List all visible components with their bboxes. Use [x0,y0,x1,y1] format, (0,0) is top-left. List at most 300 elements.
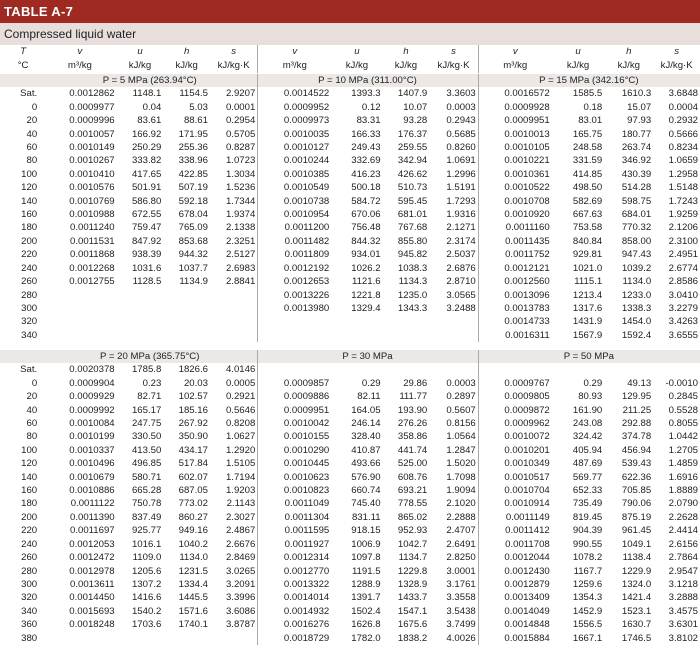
value-cell: 111.77 [399,391,428,403]
value-cell: 0.2954 [225,115,256,127]
table-row [0,618,700,631]
value-cell: 1592.4 [621,329,652,341]
value-cell [331,363,382,376]
value-cell: 0.23 [142,377,162,389]
value-cell: 1031.6 [131,262,162,274]
value-cell: 82.11 [357,391,381,403]
table-row [0,329,700,342]
value-cell: 338.96 [178,155,208,167]
value-cell: 2.6491 [446,538,476,550]
value-cell: 0.0014733 [478,315,551,328]
value-cell: 501.91 [131,182,162,194]
value-cell: 1.0723 [225,155,256,167]
temperature-cell: 0 [31,101,38,113]
value-cell: 1556.5 [572,619,603,631]
value-cell: 165.75 [572,128,603,140]
value-cell: 3.7499 [446,619,476,631]
table-row [0,484,700,497]
value-cell: 259.55 [397,142,428,154]
value-cell: 837.49 [131,511,162,523]
table-row [0,511,700,524]
value-cell: 1452.9 [572,605,603,617]
value-cell: 765.09 [178,222,208,234]
value-cell: 1231.5 [178,565,208,577]
value-cell: 667.63 [572,209,603,221]
value-cell: 247.75 [131,418,162,430]
value-cell: 0.0012862 [69,88,115,100]
pressure-band-row [0,74,700,87]
value-cell: 0.0010013 [478,128,551,141]
value-cell: 770.32 [621,222,652,234]
value-cell [210,289,258,302]
value-cell: 1.2920 [225,444,256,456]
value-cell: 0.0012053 [69,538,115,550]
value-cell: 88.61 [183,115,208,127]
value-cell: 1626.8 [351,619,381,631]
value-cell: 0.0010035 [258,128,331,141]
value-cell: 2.1143 [226,498,256,510]
value-cell: 1.5236 [225,182,256,194]
table-row [0,168,700,181]
value-cell: 0.0012978 [69,565,115,577]
value-cell: 0.0010127 [258,141,331,154]
value-cell: 332.69 [351,155,381,167]
value-cell [258,315,331,328]
value-cell: 1134.0 [622,276,652,288]
value-cell: 0.0010410 [69,168,115,180]
value-cell [163,315,210,328]
value-cell: 584.72 [351,195,381,207]
table-row [0,235,700,248]
temperature-cell: 180 [21,222,38,234]
value-cell: 0.8208 [225,418,256,430]
table-row [0,289,700,302]
value-cell: 1.9094 [446,485,476,497]
value-cell: 507.19 [178,182,208,194]
value-cell: 0.0012044 [478,551,551,564]
table-row [0,262,700,275]
value-cell: 0.0010623 [258,471,331,484]
value-cell: 426.62 [397,168,428,180]
value-cell: 1042.7 [397,538,428,550]
table-row [0,315,700,328]
value-cell: 0.8234 [668,142,698,154]
temperature-cell: 360 [21,619,38,631]
value-cell: 1121.6 [351,276,381,288]
value-cell: 2.8586 [668,276,698,288]
value-cell: 250.29 [131,142,162,154]
value-cell: 0.5528 [668,404,698,416]
value-cell [383,363,430,376]
value-cell: 2.2628 [668,511,698,523]
value-cell: 3.5438 [446,605,476,617]
value-cell: 858.00 [621,235,652,247]
block-low-pressure [0,74,700,342]
value-cell: 417.65 [131,168,162,180]
value-cell: 592.18 [178,195,208,207]
value-cell: 0.0010201 [478,444,551,457]
value-cell [429,329,478,342]
value-cell: 1317.6 [572,302,603,314]
value-cell: 246.14 [351,418,381,430]
value-cell: 83.31 [356,115,381,127]
value-cell: 0.0020378 [69,364,115,376]
value-cell: 1433.7 [397,592,428,604]
value-cell: 0.0011868 [70,249,115,261]
value-cell: 430.39 [621,168,652,180]
value-cell: 1523.1 [621,605,652,617]
value-cell: 0.0013409 [478,591,551,604]
temperature-cell: 20 [26,391,38,403]
value-cell: 1782.0 [351,632,381,644]
temperature-cell: 60 [26,418,38,430]
table-row [0,87,700,100]
value-cell: 602.07 [178,471,208,483]
pressure-band-row [0,350,700,363]
value-cell [163,289,210,302]
value-cell: 165.17 [131,404,162,416]
value-cell: 1307.2 [131,578,162,590]
value-cell: 0.0012121 [478,262,551,275]
pressure-label-20mpa: P = 20 MPa (365.75°C) [100,351,200,362]
value-cell: 0.0014014 [258,591,331,604]
value-cell: 1.2958 [668,168,698,180]
temperature-cell: 260 [21,276,38,288]
value-cell: 0.0012430 [478,565,551,578]
value-cell: 670.06 [351,209,381,221]
table-row [0,632,700,645]
value-cell: 0.0011697 [70,525,115,537]
value-cell: 2.6774 [668,262,698,274]
value-cell: 569.77 [572,471,603,483]
value-cell: 413.50 [131,444,162,456]
value-cell: 441.74 [397,444,428,456]
pressure-label-15mpa: P = 15 MPa (342.16°C) [478,74,700,87]
value-cell: 1.7243 [668,195,698,207]
temperature-cell: 80 [26,431,38,443]
value-cell: 1038.3 [397,262,428,274]
header-unit-col-8: kJ/kg·K [437,60,470,71]
value-cell: 753.58 [572,222,603,234]
temperature-cell: 280 [21,565,38,577]
value-cell: 1134.9 [179,276,208,288]
value-cell: 0.0018248 [69,619,115,631]
value-cell: 0.0010886 [69,485,115,497]
value-cell: 263.74 [621,142,652,154]
value-cell: 0.0011927 [258,538,331,551]
table-row [0,101,700,114]
value-cell: 525.00 [397,458,428,470]
value-cell: 193.90 [397,404,428,416]
value-cell: 1328.9 [397,578,428,590]
value-cell: 844.32 [351,235,381,247]
table-row [0,417,700,430]
value-cell: 1.7293 [446,195,476,207]
pressure-label-5mpa: P = 5 MPa (263.94°C) [102,75,197,86]
value-cell: 0.0012192 [258,262,331,275]
value-cell [383,329,430,342]
value-cell: 164.05 [351,404,381,416]
value-cell: 678.04 [178,209,208,221]
value-cell: 0.5666 [668,128,698,140]
value-cell: 1134.0 [179,552,208,564]
temperature-cell: 240 [21,538,38,550]
value-cell: 0.0010267 [69,155,115,167]
value-cell: 1.4859 [668,458,698,470]
value-cell: 1128.5 [132,276,162,288]
table-row [0,591,700,604]
value-cell: 1.9203 [225,485,256,497]
value-cell: 176.37 [397,128,428,140]
temperature-cell: 240 [21,262,38,274]
value-cell: 0.0009996 [69,115,115,127]
value-cell: 0.5607 [446,404,476,416]
table-row [0,551,700,564]
value-cell: 1.7098 [446,471,476,483]
value-cell: 0.0009962 [478,417,551,430]
temperature-cell: 320 [21,592,38,604]
value-cell: 0.0009767 [478,377,551,390]
value-cell: 1115.1 [574,276,603,288]
value-cell: 0.0012879 [478,578,551,591]
value-cell: 1259.6 [572,578,603,590]
value-cell: 0.04 [142,101,162,113]
value-cell: 0.0003 [446,377,476,389]
value-cell: 875.19 [621,511,652,523]
value-cell: 1134.7 [398,552,428,564]
value-cell: 0.0010337 [69,444,115,456]
value-cell [331,329,382,342]
value-cell: 3.1218 [668,578,698,590]
value-cell: 665.28 [131,485,162,497]
value-cell: 83.01 [578,115,603,127]
value-cell: 0.0011482 [258,235,331,248]
value-cell: 0.0010517 [478,471,551,484]
value-cell: 684.01 [621,209,652,221]
value-cell: 2.4951 [668,249,698,261]
value-cell: 0.0009805 [478,390,551,403]
value-cell [604,363,653,376]
value-cell: 1502.4 [351,605,381,617]
temperature-cell: 380 [21,632,38,644]
value-cell: 0.2845 [668,391,698,403]
value-cell: 0.18 [583,101,603,113]
value-cell: 0.0012268 [69,262,115,274]
value-cell [43,289,116,302]
value-cell: 3.6848 [668,88,698,100]
table-row [0,471,700,484]
value-cell: 2.5037 [446,249,476,261]
value-cell: 0.0010738 [258,195,331,208]
value-cell: 1547.1 [397,605,428,617]
value-cell: 840.84 [572,235,603,247]
value-cell: 2.9207 [225,88,256,100]
value-cell: 3.4575 [668,605,698,617]
value-cell: 0.2897 [446,391,476,403]
value-cell: 374.78 [621,431,652,443]
value-cell: 3.6301 [668,619,698,631]
header-unit-col-12: kJ/kg·K [660,60,693,71]
value-cell: 0.0014450 [69,592,115,604]
value-cell: 405.94 [572,444,603,456]
value-cell [552,363,604,376]
value-cell: 705.85 [621,485,652,497]
table-row [0,275,700,288]
header-symbol-col-9: v [478,45,552,59]
value-cell: 2.8710 [446,276,476,288]
value-cell: 0.0011531 [70,235,115,247]
value-cell: 0.0003 [446,101,476,113]
temperature-cell: 340 [21,605,38,617]
value-cell: 0.0016276 [258,618,331,631]
value-cell: 1026.2 [351,262,381,274]
value-cell [210,315,258,328]
value-cell: 434.17 [178,444,208,456]
value-cell [117,289,164,302]
value-cell: 498.50 [572,182,603,194]
value-cell: 0.0012314 [258,551,331,564]
value-cell: 2.2888 [446,511,476,523]
value-cell: 2.7864 [668,552,698,564]
temperature-cell: 300 [21,302,38,314]
value-cell: 1.0659 [668,155,698,167]
value-cell: 20.03 [183,377,208,389]
value-cell: -0.0010 [665,377,698,389]
value-cell: 1391.7 [351,592,381,604]
value-cell: 1431.9 [572,316,603,328]
value-cell: 49.13 [627,377,652,389]
header-symbol-col-6: u [354,46,360,57]
value-cell: 500.18 [351,182,381,194]
value-cell: 0.0012472 [69,552,115,564]
value-cell: 918.15 [351,525,381,537]
value-cell: 129.95 [621,391,652,403]
value-cell: 1.0442 [668,431,698,443]
table-row [0,565,700,578]
value-cell: 3.8787 [225,619,256,631]
value-cell: 410.87 [351,444,381,456]
table-row [0,128,700,141]
value-cell: 2.6156 [668,538,698,550]
value-cell: 756.48 [351,222,381,234]
value-cell: 1.0627 [225,431,256,443]
value-cell: 759.47 [131,222,162,234]
value-cell: 0.0009886 [258,390,331,403]
header-unit-col-1: m³/kg [67,60,92,71]
value-cell: 3.0410 [668,289,698,301]
value-cell: 0.0009951 [258,404,331,417]
value-cell: 945.82 [397,249,428,261]
value-cell: 0.0011200 [258,221,331,234]
value-cell: 1109.0 [132,552,162,564]
value-cell: 1191.5 [351,565,381,577]
table-row [0,377,700,390]
value-cell: 598.75 [621,195,652,207]
value-cell: 0.0010522 [478,181,551,194]
value-cell: 5.03 [189,101,208,113]
value-cell: 276.26 [397,418,428,430]
value-cell: 1393.3 [351,88,381,100]
value-cell: 622.36 [621,471,652,483]
value-cell: 0.0009973 [258,114,331,127]
value-cell: 0.0010576 [69,182,115,194]
value-cell: 0.0012653 [258,275,331,288]
header-units-row [0,59,700,73]
value-cell: 0.0013783 [478,302,551,315]
value-cell: 0.0012755 [69,276,115,288]
value-cell: 0.0012560 [478,275,551,288]
value-cell: 82.71 [137,391,162,403]
value-cell: 0.0012770 [258,565,331,578]
value-cell: 330.50 [131,431,162,443]
temperature-cell: 340 [21,329,38,341]
header-symbol-col-7: h [403,46,409,57]
value-cell [383,315,430,328]
header-symbol-col-1: v [77,46,83,57]
table-row [0,578,700,591]
value-cell: 0.8156 [446,418,476,430]
value-cell: 0.0005 [225,377,256,389]
value-cell: 80.93 [578,391,603,403]
temperature-cell: 280 [21,289,38,301]
value-cell: 831.11 [351,511,381,523]
value-cell: 0.0010149 [69,142,115,154]
value-cell: 904.39 [572,525,603,537]
value-cell: 0.0010954 [258,208,331,221]
value-cell [210,329,258,342]
value-cell: 773.02 [178,498,208,510]
value-cell: 576.90 [351,471,381,483]
value-cell: 3.2488 [446,302,476,314]
value-cell: 0.0011390 [70,511,115,523]
temperature-cell: 160 [21,209,38,221]
value-cell: 0.29 [583,377,603,389]
value-cell: 1.3034 [225,168,256,180]
value-cell: 1021.0 [572,262,603,274]
value-cell: 0.0011708 [478,538,551,551]
value-cell: 586.80 [131,195,162,207]
value-cell: 3.3603 [446,88,476,100]
value-cell: 652.33 [572,485,603,497]
value-cell: 0.0010988 [69,209,115,221]
value-cell [117,302,164,315]
block-high-pressure [0,350,700,645]
value-cell: 3.1761 [446,578,476,590]
value-cell: 510.73 [397,182,428,194]
value-cell: 2.5127 [225,249,256,261]
value-cell: 1334.4 [178,578,208,590]
value-cell: 0.0010084 [69,418,115,430]
value-cell: 0.0010920 [478,208,551,221]
value-cell: 342.94 [397,155,428,167]
value-cell: 0.0010704 [478,484,551,497]
header-symbol-col-11: h [626,46,632,57]
value-cell: 0.0010199 [69,431,115,443]
value-cell: 0.0010105 [478,141,551,154]
value-cell: 595.45 [397,195,428,207]
value-cell: 0.0013322 [258,578,331,591]
value-cell: 0.29 [361,377,381,389]
value-cell: 456.94 [621,444,652,456]
value-cell: 324.42 [572,431,603,443]
temperature-cell: 320 [21,316,38,328]
temperature-cell: 220 [21,249,38,261]
value-cell [429,315,478,328]
header-symbol-col-2: u [137,46,143,57]
value-cell: 1040.2 [178,538,208,550]
value-cell: 1.5020 [446,458,476,470]
value-cell: 790.06 [621,498,652,510]
